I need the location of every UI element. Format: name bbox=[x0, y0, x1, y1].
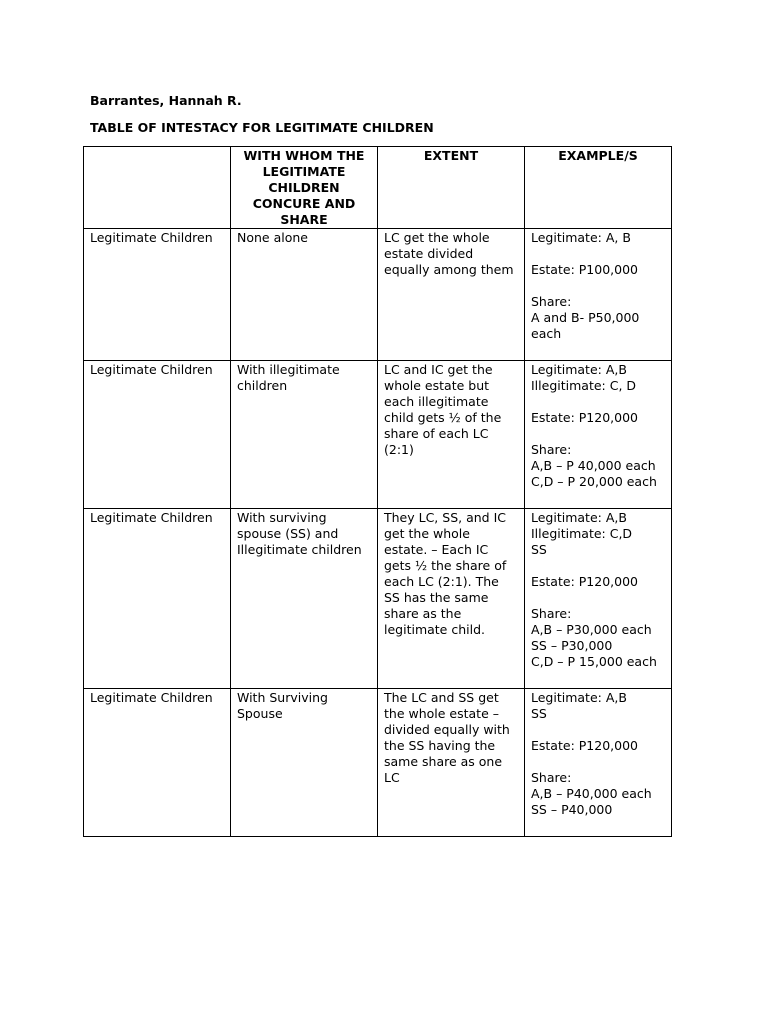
cell-line: A,B – P30,000 each bbox=[531, 622, 652, 637]
paragraph-gap bbox=[531, 246, 665, 262]
table-row bbox=[84, 361, 672, 509]
cell-line: LC bbox=[384, 770, 400, 785]
cell-line: legitimate child. bbox=[384, 622, 485, 637]
header-heir bbox=[84, 147, 231, 229]
cell-line: Spouse bbox=[237, 706, 283, 721]
cell-line: Share: bbox=[531, 606, 572, 621]
cell-line: Legitimate: A,B bbox=[531, 362, 627, 377]
cell-line: Share: bbox=[531, 442, 572, 457]
document-title: TABLE OF INTESTACY FOR LEGITIMATE CHILDREN bbox=[90, 120, 434, 135]
header-concur bbox=[231, 147, 378, 229]
table-row bbox=[84, 509, 672, 689]
header-extent: EXTENT bbox=[378, 147, 525, 229]
cell-line: With Surviving bbox=[237, 690, 328, 705]
cell-heir: Legitimate Children bbox=[84, 509, 231, 689]
cell-line: (2:1) bbox=[384, 442, 414, 457]
cell-line: Legitimate: A,B bbox=[531, 690, 627, 705]
paragraph-gap bbox=[531, 278, 665, 294]
cell-line: children bbox=[237, 378, 288, 393]
cell-line: Estate: P100,000 bbox=[531, 262, 638, 277]
cell-line: Illegitimate: C, D bbox=[531, 378, 637, 393]
cell-extent bbox=[378, 509, 525, 689]
header-line: SHARE bbox=[280, 212, 328, 227]
cell-line: the SS having the bbox=[384, 738, 496, 753]
cell-line: estate. – Each IC bbox=[384, 542, 489, 557]
cell-line: whole estate but bbox=[384, 378, 490, 393]
cell-line: SS – P30,000 bbox=[531, 638, 613, 653]
header-line: CONCURE AND bbox=[252, 196, 356, 211]
cell-line: Estate: P120,000 bbox=[531, 738, 638, 753]
cell-heir: Legitimate Children bbox=[84, 229, 231, 361]
header-line: WITH WHOM THE bbox=[243, 148, 365, 163]
cell-line: Share: bbox=[531, 294, 572, 309]
paragraph-gap bbox=[531, 722, 665, 738]
table-row bbox=[84, 229, 672, 361]
intestacy-table bbox=[83, 146, 672, 837]
cell-line: each bbox=[531, 326, 562, 341]
cell-line: gets ½ the share of bbox=[384, 558, 507, 573]
cell-line: A and B- P50,000 bbox=[531, 310, 640, 325]
cell-line: Illegitimate children bbox=[237, 542, 362, 557]
paragraph-gap bbox=[531, 558, 665, 574]
cell-line: equally among them bbox=[384, 262, 514, 277]
cell-line: The LC and SS get bbox=[384, 690, 499, 705]
cell-concur bbox=[231, 509, 378, 689]
paragraph-gap bbox=[531, 426, 665, 442]
cell-line: None alone bbox=[237, 230, 308, 245]
cell-example bbox=[525, 361, 672, 509]
cell-line: child gets ½ of the bbox=[384, 410, 502, 425]
cell-example bbox=[525, 689, 672, 837]
cell-line: C,D – P 20,000 each bbox=[531, 474, 657, 489]
author-name: Barrantes, Hannah R. bbox=[90, 93, 242, 108]
cell-line: With surviving bbox=[237, 510, 327, 525]
cell-line: share as the bbox=[384, 606, 462, 621]
cell-example bbox=[525, 229, 672, 361]
cell-line: Share: bbox=[531, 770, 572, 785]
cell-line: LC and IC get the bbox=[384, 362, 493, 377]
cell-line: Estate: P120,000 bbox=[531, 410, 638, 425]
cell-line: each illegitimate bbox=[384, 394, 489, 409]
cell-example bbox=[525, 509, 672, 689]
cell-heir: Legitimate Children bbox=[84, 689, 231, 837]
cell-line: SS has the same bbox=[384, 590, 489, 605]
cell-line: the whole estate – bbox=[384, 706, 499, 721]
header-line: CHILDREN bbox=[268, 180, 340, 195]
paragraph-gap bbox=[531, 754, 665, 770]
cell-line: Legitimate: A, B bbox=[531, 230, 631, 245]
cell-line: A,B – P 40,000 each bbox=[531, 458, 656, 473]
paragraph-gap bbox=[531, 590, 665, 606]
cell-line: estate divided bbox=[384, 246, 474, 261]
cell-line: SS bbox=[531, 542, 547, 557]
cell-extent bbox=[378, 361, 525, 509]
paragraph-gap bbox=[531, 394, 665, 410]
table-header-row bbox=[84, 147, 672, 229]
cell-line: each LC (2:1). The bbox=[384, 574, 499, 589]
cell-line: Estate: P120,000 bbox=[531, 574, 638, 589]
cell-concur bbox=[231, 689, 378, 837]
cell-line: Legitimate: A,B bbox=[531, 510, 627, 525]
cell-concur bbox=[231, 229, 378, 361]
table-row bbox=[84, 689, 672, 837]
cell-line: They LC, SS, and IC bbox=[384, 510, 506, 525]
cell-concur bbox=[231, 361, 378, 509]
cell-line: SS bbox=[531, 706, 547, 721]
cell-extent bbox=[378, 689, 525, 837]
cell-heir: Legitimate Children bbox=[84, 361, 231, 509]
cell-line: spouse (SS) and bbox=[237, 526, 339, 541]
cell-line: A,B – P40,000 each bbox=[531, 786, 652, 801]
cell-line: LC get the whole bbox=[384, 230, 490, 245]
cell-line: share of each LC bbox=[384, 426, 489, 441]
cell-line: With illegitimate bbox=[237, 362, 340, 377]
header-line: LEGITIMATE bbox=[262, 164, 346, 179]
header-examples: EXAMPLE/S bbox=[525, 147, 672, 229]
cell-line: C,D – P 15,000 each bbox=[531, 654, 657, 669]
cell-line: divided equally with bbox=[384, 722, 510, 737]
cell-line: get the whole bbox=[384, 526, 470, 541]
cell-line: same share as one bbox=[384, 754, 503, 769]
cell-line: Illegitimate: C,D bbox=[531, 526, 633, 541]
cell-extent bbox=[378, 229, 525, 361]
cell-line: SS – P40,000 bbox=[531, 802, 613, 817]
